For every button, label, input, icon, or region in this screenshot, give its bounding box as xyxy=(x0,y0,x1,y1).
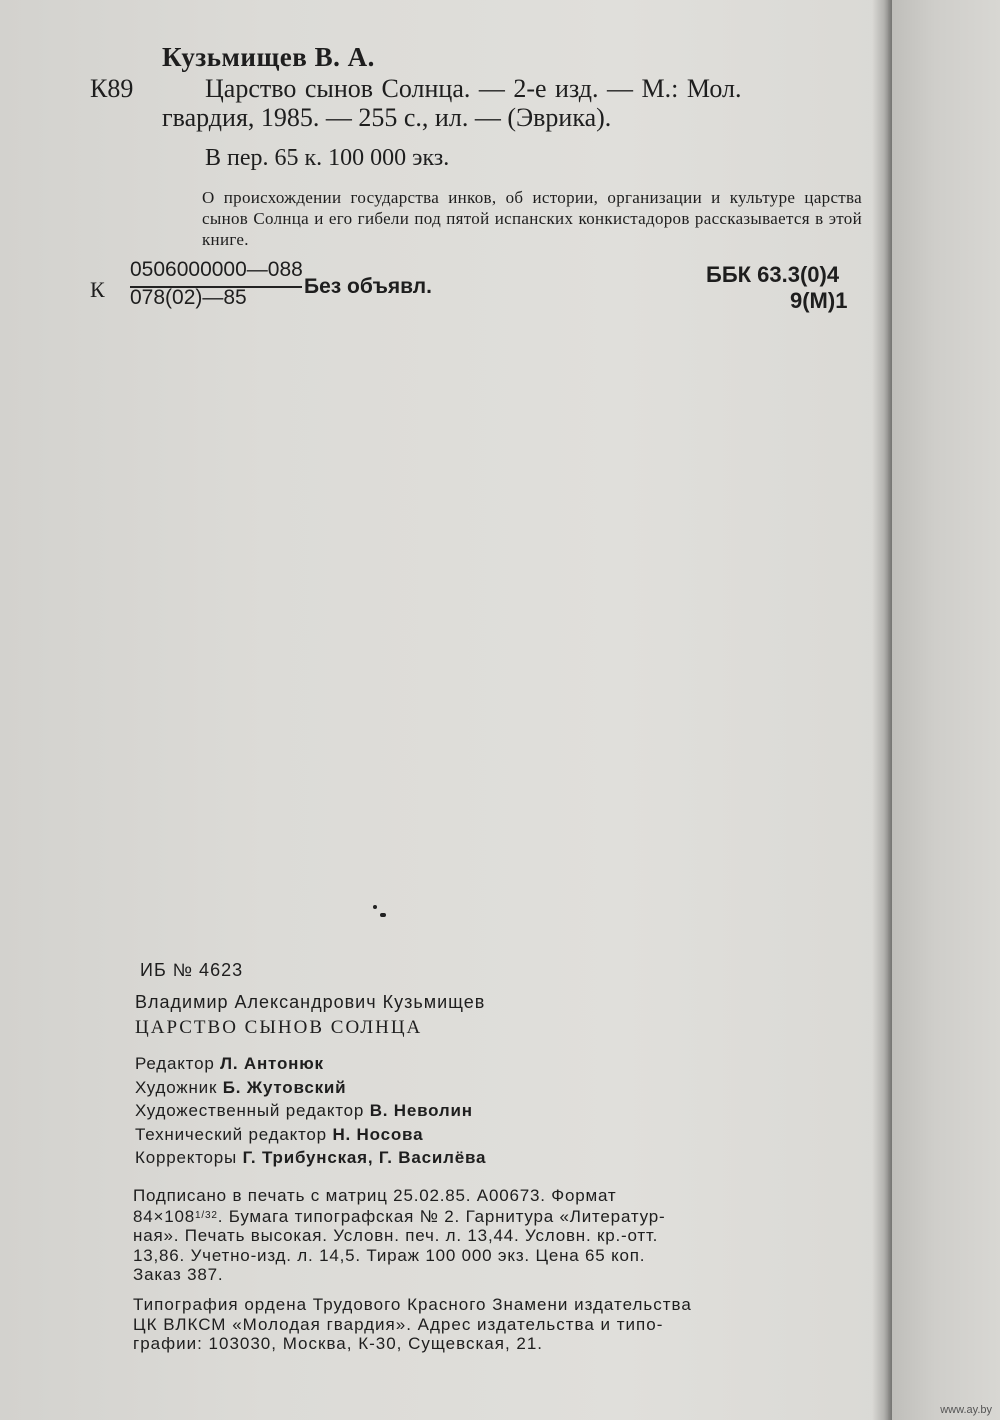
price-and-print-run: В пер. 65 к. 100 000 экз. xyxy=(205,145,450,171)
opposite-page-edge xyxy=(892,0,1000,1420)
imprint-line: $84\times 108^{1/32}$. Бумага типографская № 2. Гарнитура «Литератур- xyxy=(133,1206,666,1226)
ink-speck xyxy=(380,913,386,917)
bibliographic-title-line-2: гвардия, 1985. — 255 с., ил. — (Эврика). xyxy=(162,103,612,132)
printer-line: ЦК ВЛКСМ «Молодая гвардия». Адрес издательства и типо- xyxy=(133,1314,664,1334)
book-annotation: О происхождении государства инков, об истории, организации и культуре царства сынов Солнца и его гибели под пятой испанских конкистадоров рассказывается в этой книге. xyxy=(202,188,862,249)
credit-line: Технический редактор Н. Носова xyxy=(135,1124,424,1144)
imprint-line: Заказ 387. xyxy=(133,1265,224,1284)
author-full-name: Владимир Александрович Кузьмищев xyxy=(135,992,486,1012)
ib-number: ИБ № 4623 xyxy=(140,960,244,980)
print-specifications xyxy=(133,1186,853,1285)
credit-line: Художник Б. Жутовский xyxy=(135,1077,347,1097)
book-gutter-shadow xyxy=(872,0,892,1420)
credit-line: Редактор Л. Антонюк xyxy=(135,1054,324,1073)
printer-line: графии: 103030, Москва, К-30, Сущевская, 21. xyxy=(133,1334,544,1353)
credits-list xyxy=(135,1052,486,1170)
book-title-caps: ЦАРСТВО СЫНОВ СОЛНЦА xyxy=(135,1017,423,1038)
credit-line: Художественный редактор В. Неволин xyxy=(135,1101,473,1120)
without-notice-label: Без объявл. xyxy=(304,275,432,298)
printer-line: Типография ордена Трудового Красного Знамени издательства xyxy=(133,1295,692,1314)
bbk-classification: ББК 63.3(0)4 xyxy=(706,262,840,287)
imprint-line: ная». Печать высокая. Условн. печ. л. 13,44. Условн. кр.-отт. xyxy=(133,1226,659,1245)
bibliographic-title-line-1: Царство сынов Солнца. — 2-е изд. — М.: Мол. xyxy=(205,74,742,103)
author-heading: Кузьмищев В. А. xyxy=(162,42,375,72)
index-fraction-numerator: 0506000000—088 xyxy=(130,258,303,281)
author-sign-code: К89 xyxy=(90,74,134,103)
ink-speck xyxy=(373,905,377,909)
imprint-line: 13,86. Учетно-изд. л. 14,5. Тираж 100 000 экз. Цена 65 коп. xyxy=(133,1245,646,1265)
imprint-line: Подписано в печать с матриц 25.02.85. А00673. Формат xyxy=(133,1186,617,1205)
index-letter: К xyxy=(90,277,105,302)
printing-house-info xyxy=(133,1295,853,1354)
site-watermark: www.ay.by xyxy=(940,1404,992,1416)
bbk-classification-sub: 9(М)1 xyxy=(790,288,848,313)
index-fraction-denominator: 078(02)—85 xyxy=(130,286,247,309)
credit-line: Корректоры Г. Трибунская, Г. Василёва xyxy=(135,1148,487,1167)
